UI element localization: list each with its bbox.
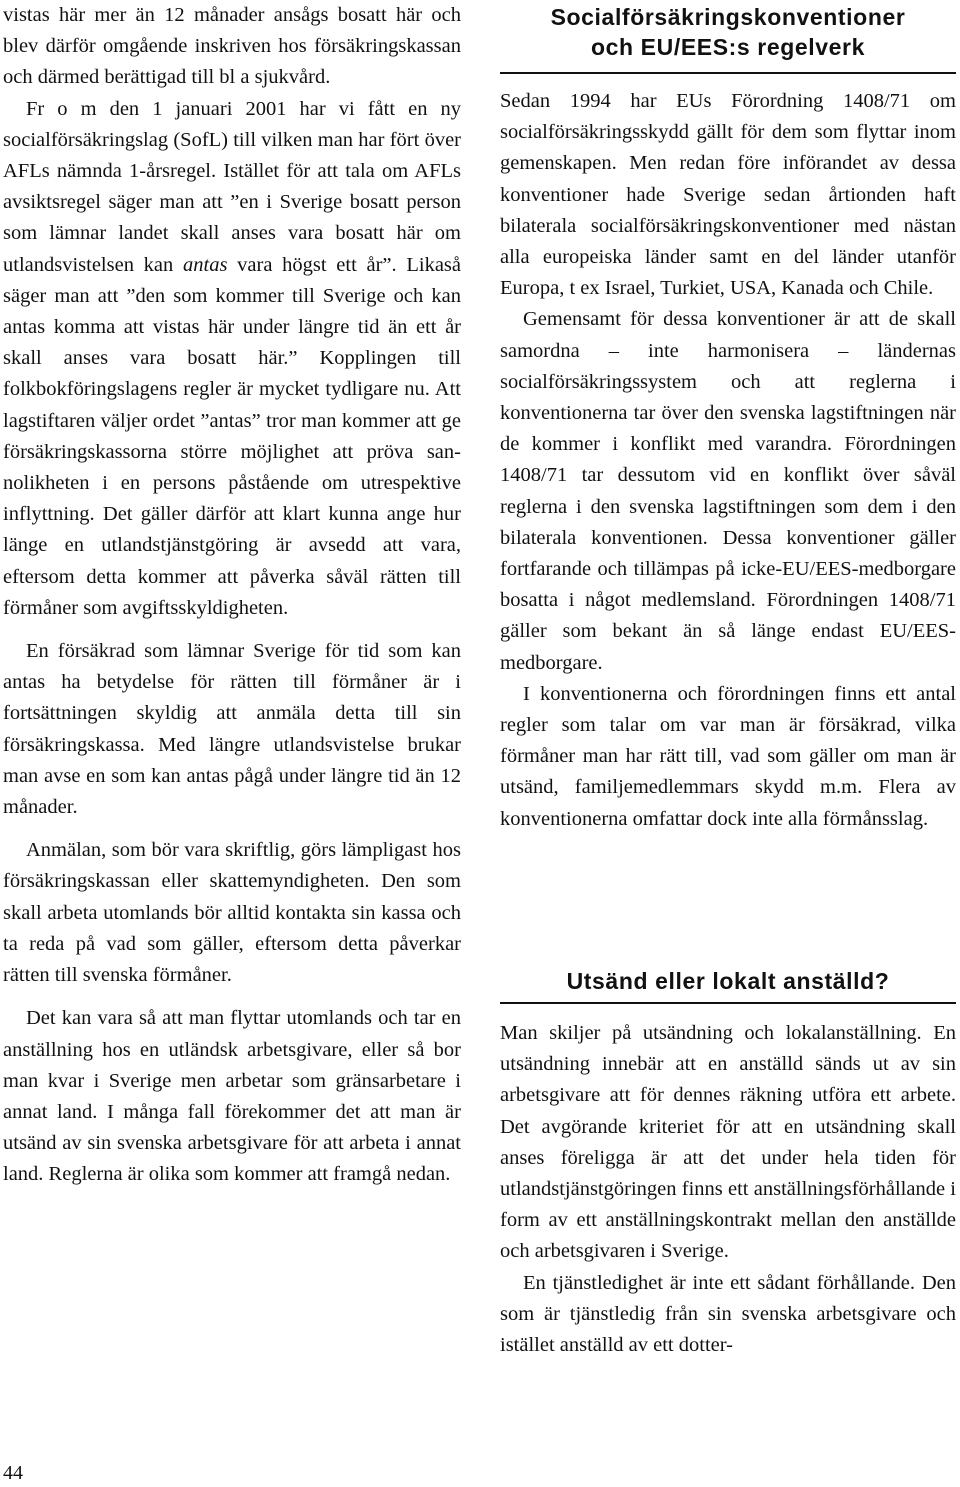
page-number: 44 <box>3 1462 23 1484</box>
section-heading <box>500 2 956 62</box>
heading-rule <box>500 72 956 74</box>
left-paragraph-2 <box>3 94 461 624</box>
left-paragraph-3: En försäkrad som lämnar Sverige för tid som kan antas ha betydelse för rätten till förmåner är i fortsättningen skyldig att anmäla detta till sin försäkringskassa. Med längre utlandsvistelse brukar man avse en som kan antas pågå under längre tid än 12 månader. <box>3 640 461 819</box>
section-heading-line-1: Socialförsäkringskonventioner <box>550 4 906 30</box>
right-column-lower <box>500 1018 956 1361</box>
left-paragraph-4: Anmälan, som bör vara skriftlig, görs lämpligast hos försäkringskassan eller skattemyndigheten. Den som skall arbeta utomlands bör alltid kontakta sin kassa och ta reda på vad som gäller, eftersom detta påverkar rätten till svenska förmåner. <box>3 839 461 987</box>
subsection-heading: Utsänd eller lokalt anställd? <box>566 968 890 994</box>
left-paragraph-2-text-a: Fr o m den 1 januari 2001 har vi fått en ny socialförsäkringslag (SofL) till vilken man har fört över AFLs nämnda 1-årsregel. Istället för att tala om AFLs avsiktsregel säger man att ”en i Sverige bosatt person som lämnar landet skall anses vara bosatt här om utlandsvistelsen kan <box>3 97 461 276</box>
subheading-rule <box>500 1002 956 1004</box>
left-paragraph-2-italic: antas <box>183 253 228 276</box>
section-heading-line-2: och EU/EES:s regelverk <box>591 34 865 60</box>
right-paragraph-1: Sedan 1994 har EUs Förordning 1408/71 om socialförsäkringsskydd gällt för dem som flyttar inom gemenskapen. Men redan före införandet av dessa konventioner hade Sverige sedan årtionden haft bilaterala socialförsäkringskonventioner med nästan alla europeiska länder samt en del länder utanför Europa, t ex Israel, Turkiet, USA, Kanada och Chile. <box>500 90 956 300</box>
left-column <box>3 0 461 1191</box>
right-paragraph-5: En tjänstledighet är inte ett sådant förhållande. Den som är tjänstledig från sin svenska arbetsgivare och istället anställd av ett dotter- <box>500 1271 956 1357</box>
right-column <box>500 86 956 835</box>
right-paragraph-4: Man skiljer på utsändning och lokalanställning. En utsändning innebär att en anställd sänds ut av sin arbetsgivare att för dennes räkning utföra ett arbete. Det avgörande kriteriet för att en utsändning skall anses föreligga är att det under hela tiden för utlandstjänstgöringen finns ett anställningsförhållande i form av ett anställningskontrakt mellan den anställde och arbetsgivaren i Sverige. <box>500 1022 956 1263</box>
right-paragraph-2: Gemensamt för dessa konventioner är att de skall samordna – inte harmonisera – ländernas socialförsäkringssystem och att reglerna i konventionerna tar över den svenska lagstiftningen när de kommer i konflikt med varandra. Förordningen 1408/71 tar dessutom vid en konflikt över såväl reglerna i den svenska lagstiftningen som dem i den bilaterala konventionen. Dessa konventioner gäller fortfarande och tillämpas på icke-EU/EES-medborgare bosatta i något medlemsland. Förordningen 1408/71 gäller som bekant än så länge endast EU/EES-medborgare. <box>500 308 956 674</box>
left-paragraph-2-text-b: vara högst ett år”. Likaså säger man att ”den som kommer till Sverige och kan antas komma att vistas här under längre tid än ett år skall anses vara bosatt här.” Kopplingen till folkbokföringslagens regler är mycket tydligare nu. Att lagstiftaren väljer ordet ”antas” tror man kommer att ge försäkringskassorna större möjlighet att pröva sannolikheten i en persons påstående om utrespektive inflyttning. Det gäller därför att klart kunna ange hur länge en utlandstjänstgöring är avsedd att vara, eftersom detta kommer att påverka såväl rätten till förmåner som avgiftsskyldigheten. <box>3 253 462 619</box>
right-paragraph-3: I konventionerna och förordningen finns ett antal regler som talar om var man är försäkrad, vilka förmåner man har rätt till, vad som gäller om man är utsänd, familjemedlemmars skydd m.m. Flera av konventionerna omfattar dock inte alla förmånsslag. <box>500 682 956 830</box>
left-paragraph-1: vistas här mer än 12 månader ansågs bosatt här och blev därför omgående inskriven hos försäkringskassan och därmed berättigad till bl a sjukvård. <box>3 4 461 89</box>
left-paragraph-5: Det kan vara så att man flyttar utomlands och tar en anställning hos en utländsk arbetsgivare, eller så bor man kvar i Sverige men arbetar som gränsarbetare i annat land. I många fall förekommer det att man är utsänd av sin svenska arbetsgivare för att arbeta i annat land. Reglerna är olika som kommer att framgå nedan. <box>3 1007 461 1186</box>
